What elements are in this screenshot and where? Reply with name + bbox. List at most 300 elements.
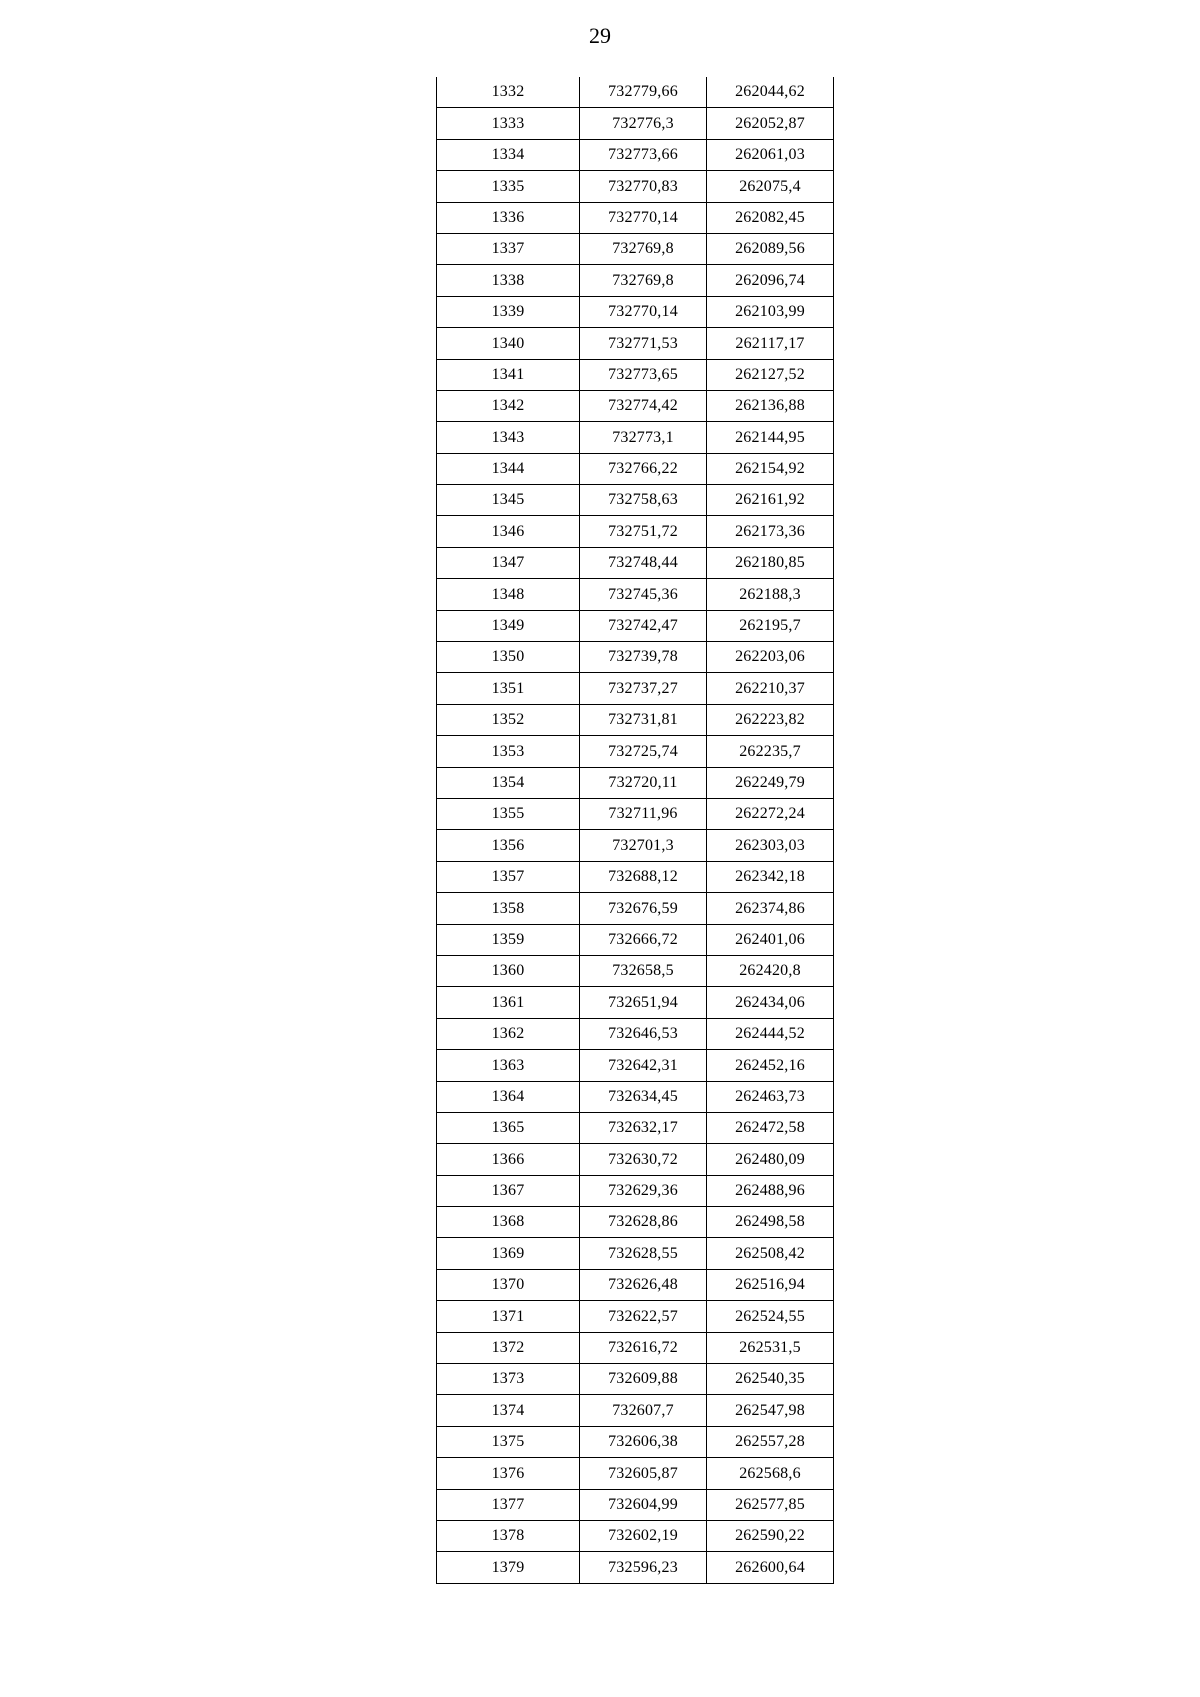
cell-text: 732609,88 [608, 1370, 678, 1388]
cell-text: 1370 [491, 1276, 525, 1294]
cell-text: 1374 [491, 1401, 525, 1419]
y-coordinate-cell [707, 673, 834, 704]
cell-text: 732688,12 [608, 868, 678, 886]
cell-text: 262249,79 [735, 773, 805, 791]
y-coordinate-cell [707, 390, 834, 421]
cell-text: 732742,47 [608, 617, 678, 635]
table-row [437, 77, 834, 108]
point-number-cell [437, 1207, 580, 1238]
cell-text: 262463,73 [735, 1087, 805, 1105]
y-coordinate-cell [707, 139, 834, 170]
table-row [437, 1301, 834, 1332]
x-coordinate-cell [580, 296, 707, 327]
cell-text: 1360 [491, 962, 525, 980]
cell-text: 732773,66 [608, 146, 678, 164]
cell-text: 1340 [491, 334, 525, 352]
y-coordinate-cell [707, 924, 834, 955]
cell-text: 262590,22 [735, 1527, 805, 1545]
cell-text: 732771,53 [608, 334, 678, 352]
cell-text: 262195,7 [739, 617, 801, 635]
cell-text: 262516,94 [735, 1276, 805, 1294]
cell-text: 1356 [491, 836, 525, 854]
cell-text: 732769,8 [612, 240, 674, 258]
y-coordinate-cell [707, 830, 834, 861]
y-coordinate-cell [707, 767, 834, 798]
x-coordinate-cell [580, 1175, 707, 1206]
cell-text: 262173,36 [735, 522, 805, 540]
y-coordinate-cell [707, 1552, 834, 1583]
y-coordinate-cell [707, 296, 834, 327]
x-coordinate-cell [580, 1364, 707, 1395]
x-coordinate-cell [580, 642, 707, 673]
y-coordinate-cell [707, 1238, 834, 1269]
cell-text: 262096,74 [735, 271, 805, 289]
cell-text: 1341 [491, 365, 525, 383]
point-number-cell [437, 1175, 580, 1206]
x-coordinate-cell [580, 1489, 707, 1520]
cell-text: 1339 [491, 303, 525, 321]
cell-text: 262117,17 [735, 334, 805, 352]
y-coordinate-cell [707, 798, 834, 829]
table-row [437, 422, 834, 453]
cell-text: 1364 [491, 1087, 525, 1105]
x-coordinate-cell [580, 1018, 707, 1049]
y-coordinate-cell [707, 1018, 834, 1049]
table-row [437, 1175, 834, 1206]
cell-text: 732725,74 [608, 742, 678, 760]
x-coordinate-cell [580, 1520, 707, 1551]
x-coordinate-cell [580, 265, 707, 296]
cell-text: 262223,82 [735, 711, 805, 729]
x-coordinate-cell [580, 77, 707, 108]
point-number-cell [437, 673, 580, 704]
cell-text: 262540,35 [735, 1370, 805, 1388]
table-row [437, 767, 834, 798]
x-coordinate-cell [580, 1081, 707, 1112]
cell-text: 732701,3 [612, 836, 674, 854]
y-coordinate-cell [707, 955, 834, 986]
table-row [437, 955, 834, 986]
point-number-cell [437, 485, 580, 516]
table-row [437, 1081, 834, 1112]
cell-text: 1362 [491, 1025, 525, 1043]
table-row [437, 296, 834, 327]
cell-text: 262303,03 [735, 836, 805, 854]
cell-text: 1378 [491, 1527, 525, 1545]
cell-text: 732776,3 [612, 114, 674, 132]
cell-text: 262203,06 [735, 648, 805, 666]
y-coordinate-cell [707, 1332, 834, 1363]
cell-text: 732634,45 [608, 1087, 678, 1105]
point-number-cell [437, 987, 580, 1018]
point-number-cell [437, 171, 580, 202]
cell-text: 732770,14 [608, 303, 678, 321]
y-coordinate-cell [707, 1081, 834, 1112]
cell-text: 1373 [491, 1370, 525, 1388]
point-number-cell [437, 1018, 580, 1049]
x-coordinate-cell [580, 1458, 707, 1489]
table-row [437, 579, 834, 610]
cell-text: 732779,66 [608, 83, 678, 101]
y-coordinate-cell [707, 1175, 834, 1206]
y-coordinate-cell [707, 359, 834, 390]
point-number-cell [437, 202, 580, 233]
cell-text: 262136,88 [735, 397, 805, 415]
y-coordinate-cell [707, 1489, 834, 1520]
cell-text: 1377 [491, 1495, 525, 1513]
table-row [437, 736, 834, 767]
y-coordinate-cell [707, 610, 834, 641]
point-number-cell [437, 1050, 580, 1081]
point-number-cell [437, 736, 580, 767]
cell-text: 1338 [491, 271, 525, 289]
table-row [437, 547, 834, 578]
cell-text: 732628,55 [608, 1244, 678, 1262]
x-coordinate-cell [580, 736, 707, 767]
table-row [437, 328, 834, 359]
cell-text: 1352 [491, 711, 525, 729]
table-row [437, 171, 834, 202]
point-number-cell [437, 328, 580, 359]
x-coordinate-cell [580, 139, 707, 170]
table-row [437, 516, 834, 547]
cell-text: 1369 [491, 1244, 525, 1262]
table-row [437, 139, 834, 170]
y-coordinate-cell [707, 579, 834, 610]
table-row [437, 1332, 834, 1363]
cell-text: 262531,5 [739, 1339, 801, 1357]
cell-text: 732745,36 [608, 585, 678, 603]
cell-text: 262498,58 [735, 1213, 805, 1231]
cell-text: 1343 [491, 428, 525, 446]
cell-text: 262547,98 [735, 1401, 805, 1419]
x-coordinate-cell [580, 955, 707, 986]
cell-text: 262061,03 [735, 146, 805, 164]
cell-text: 262342,18 [735, 868, 805, 886]
cell-text: 732720,11 [608, 773, 678, 791]
cell-text: 1344 [491, 460, 525, 478]
x-coordinate-cell [580, 1426, 707, 1457]
coordinates-table [436, 77, 834, 1584]
table-row [437, 893, 834, 924]
cell-text: 1358 [491, 899, 525, 917]
cell-text: 262210,37 [735, 679, 805, 697]
x-coordinate-cell [580, 610, 707, 641]
cell-text: 262089,56 [735, 240, 805, 258]
cell-text: 1337 [491, 240, 525, 258]
x-coordinate-cell [580, 1395, 707, 1426]
cell-text: 262472,58 [735, 1119, 805, 1137]
cell-text: 1332 [491, 83, 525, 101]
cell-text: 262420,8 [739, 962, 801, 980]
x-coordinate-cell [580, 1112, 707, 1143]
table-row [437, 1238, 834, 1269]
cell-text: 1345 [491, 491, 525, 509]
point-number-cell [437, 893, 580, 924]
cell-text: 1347 [491, 554, 525, 572]
cell-text: 732770,14 [608, 208, 678, 226]
x-coordinate-cell [580, 422, 707, 453]
cell-text: 1333 [491, 114, 525, 132]
y-coordinate-cell [707, 328, 834, 359]
x-coordinate-cell [580, 453, 707, 484]
y-coordinate-cell [707, 1050, 834, 1081]
x-coordinate-cell [580, 328, 707, 359]
point-number-cell [437, 453, 580, 484]
cell-text: 732737,27 [608, 679, 678, 697]
x-coordinate-cell [580, 485, 707, 516]
x-coordinate-cell [580, 1238, 707, 1269]
point-number-cell [437, 610, 580, 641]
cell-text: 732646,53 [608, 1025, 678, 1043]
table-row [437, 1018, 834, 1049]
x-coordinate-cell [580, 516, 707, 547]
x-coordinate-cell [580, 1144, 707, 1175]
point-number-cell [437, 1520, 580, 1551]
cell-text: 1355 [491, 805, 525, 823]
table-row [437, 1112, 834, 1143]
cell-text: 262161,92 [735, 491, 805, 509]
table-row [437, 1207, 834, 1238]
cell-text: 1359 [491, 930, 525, 948]
table-row [437, 798, 834, 829]
point-number-cell [437, 830, 580, 861]
x-coordinate-cell [580, 547, 707, 578]
cell-text: 1376 [491, 1464, 525, 1482]
cell-text: 262600,64 [735, 1558, 805, 1576]
cell-text: 262557,28 [735, 1433, 805, 1451]
y-coordinate-cell [707, 1364, 834, 1395]
point-number-cell [437, 1395, 580, 1426]
cell-text: 1351 [491, 679, 525, 697]
cell-text: 732766,22 [608, 460, 678, 478]
x-coordinate-cell [580, 1269, 707, 1300]
point-number-cell [437, 1144, 580, 1175]
point-number-cell [437, 1426, 580, 1457]
point-number-cell [437, 642, 580, 673]
cell-text: 262401,06 [735, 930, 805, 948]
point-number-cell [437, 1489, 580, 1520]
table-row [437, 610, 834, 641]
point-number-cell [437, 798, 580, 829]
cell-text: 732731,81 [608, 711, 678, 729]
table-row [437, 1426, 834, 1457]
x-coordinate-cell [580, 987, 707, 1018]
cell-text: 732632,17 [608, 1119, 678, 1137]
y-coordinate-cell [707, 1395, 834, 1426]
point-number-cell [437, 1301, 580, 1332]
point-number-cell [437, 955, 580, 986]
y-coordinate-cell [707, 171, 834, 202]
cell-text: 262272,24 [735, 805, 805, 823]
y-coordinate-cell [707, 1144, 834, 1175]
y-coordinate-cell [707, 1520, 834, 1551]
cell-text: 1372 [491, 1339, 525, 1357]
coordinates-table-body [437, 77, 834, 1583]
cell-text: 1349 [491, 617, 525, 635]
cell-text: 262235,7 [739, 742, 801, 760]
cell-text: 262052,87 [735, 114, 805, 132]
x-coordinate-cell [580, 108, 707, 139]
y-coordinate-cell [707, 704, 834, 735]
cell-text: 262452,16 [735, 1056, 805, 1074]
table-row [437, 1364, 834, 1395]
cell-text: 732605,87 [608, 1464, 678, 1482]
table-row [437, 1489, 834, 1520]
cell-text: 262154,92 [735, 460, 805, 478]
cell-text: 1348 [491, 585, 525, 603]
point-number-cell [437, 516, 580, 547]
table-row [437, 987, 834, 1018]
cell-text: 732604,99 [608, 1495, 678, 1513]
y-coordinate-cell [707, 1207, 834, 1238]
y-coordinate-cell [707, 233, 834, 264]
cell-text: 262444,52 [735, 1025, 805, 1043]
cell-text: 1353 [491, 742, 525, 760]
cell-text: 1375 [491, 1433, 525, 1451]
cell-text: 732630,72 [608, 1150, 678, 1168]
y-coordinate-cell [707, 265, 834, 296]
cell-text: 732658,5 [612, 962, 674, 980]
y-coordinate-cell [707, 453, 834, 484]
point-number-cell [437, 547, 580, 578]
cell-text: 262044,62 [735, 83, 805, 101]
y-coordinate-cell [707, 547, 834, 578]
y-coordinate-cell [707, 642, 834, 673]
cell-text: 732626,48 [608, 1276, 678, 1294]
x-coordinate-cell [580, 1552, 707, 1583]
table-row [437, 1458, 834, 1489]
point-number-cell [437, 1458, 580, 1489]
cell-text: 262488,96 [735, 1182, 805, 1200]
table-row [437, 453, 834, 484]
y-coordinate-cell [707, 987, 834, 1018]
cell-text: 732711,96 [608, 805, 678, 823]
cell-text: 1336 [491, 208, 525, 226]
cell-text: 262434,06 [735, 993, 805, 1011]
x-coordinate-cell [580, 861, 707, 892]
y-coordinate-cell [707, 1426, 834, 1457]
cell-text: 262188,3 [739, 585, 801, 603]
cell-text: 262374,86 [735, 899, 805, 917]
cell-text: 262082,45 [735, 208, 805, 226]
point-number-cell [437, 1364, 580, 1395]
y-coordinate-cell [707, 77, 834, 108]
point-number-cell [437, 77, 580, 108]
point-number-cell [437, 1112, 580, 1143]
point-number-cell [437, 296, 580, 327]
point-number-cell [437, 390, 580, 421]
table-row [437, 673, 834, 704]
point-number-cell [437, 579, 580, 610]
page-number: 29 [589, 23, 611, 48]
y-coordinate-cell [707, 1269, 834, 1300]
cell-text: 732607,7 [612, 1401, 674, 1419]
point-number-cell [437, 108, 580, 139]
x-coordinate-cell [580, 233, 707, 264]
y-coordinate-cell [707, 1112, 834, 1143]
y-coordinate-cell [707, 485, 834, 516]
cell-text: 262180,85 [735, 554, 805, 572]
cell-text: 262480,09 [735, 1150, 805, 1168]
cell-text: 1357 [491, 868, 525, 886]
point-number-cell [437, 139, 580, 170]
y-coordinate-cell [707, 861, 834, 892]
x-coordinate-cell [580, 830, 707, 861]
y-coordinate-cell [707, 422, 834, 453]
cell-text: 732616,72 [608, 1339, 678, 1357]
cell-text: 1335 [491, 177, 525, 195]
cell-text: 1350 [491, 648, 525, 666]
point-number-cell [437, 265, 580, 296]
x-coordinate-cell [580, 1301, 707, 1332]
x-coordinate-cell [580, 171, 707, 202]
cell-text: 732666,72 [608, 930, 678, 948]
table-row [437, 1520, 834, 1551]
table-row [437, 830, 834, 861]
cell-text: 262075,4 [739, 177, 801, 195]
table-row [437, 265, 834, 296]
cell-text: 1363 [491, 1056, 525, 1074]
cell-text: 732748,44 [608, 554, 678, 572]
x-coordinate-cell [580, 704, 707, 735]
cell-text: 1342 [491, 397, 525, 415]
cell-text: 1334 [491, 146, 525, 164]
cell-text: 262577,85 [735, 1495, 805, 1513]
point-number-cell [437, 422, 580, 453]
point-number-cell [437, 1269, 580, 1300]
y-coordinate-cell [707, 1301, 834, 1332]
cell-text: 732606,38 [608, 1433, 678, 1451]
y-coordinate-cell [707, 1458, 834, 1489]
cell-text: 732596,23 [608, 1558, 678, 1576]
table-row [437, 202, 834, 233]
x-coordinate-cell [580, 579, 707, 610]
cell-text: 262524,55 [735, 1307, 805, 1325]
cell-text: 732769,8 [612, 271, 674, 289]
cell-text: 732773,65 [608, 365, 678, 383]
table-row [437, 924, 834, 955]
table-row [437, 233, 834, 264]
table-row [437, 108, 834, 139]
x-coordinate-cell [580, 673, 707, 704]
table-row [437, 1050, 834, 1081]
point-number-cell [437, 861, 580, 892]
x-coordinate-cell [580, 390, 707, 421]
cell-text: 1365 [491, 1119, 525, 1137]
cell-text: 1361 [491, 993, 525, 1011]
cell-text: 1371 [491, 1307, 525, 1325]
cell-text: 732622,57 [608, 1307, 678, 1325]
table-row [437, 1269, 834, 1300]
table-row [437, 1552, 834, 1583]
cell-text: 732770,83 [608, 177, 678, 195]
cell-text: 732751,72 [608, 522, 678, 540]
cell-text: 1366 [491, 1150, 525, 1168]
point-number-cell [437, 1081, 580, 1112]
cell-text: 732774,42 [608, 397, 678, 415]
table-row [437, 390, 834, 421]
x-coordinate-cell [580, 1207, 707, 1238]
point-number-cell [437, 1238, 580, 1269]
cell-text: 262144,95 [735, 428, 805, 446]
x-coordinate-cell [580, 924, 707, 955]
x-coordinate-cell [580, 1050, 707, 1081]
y-coordinate-cell [707, 108, 834, 139]
cell-text: 262568,6 [739, 1464, 801, 1482]
table-row [437, 704, 834, 735]
x-coordinate-cell [580, 798, 707, 829]
